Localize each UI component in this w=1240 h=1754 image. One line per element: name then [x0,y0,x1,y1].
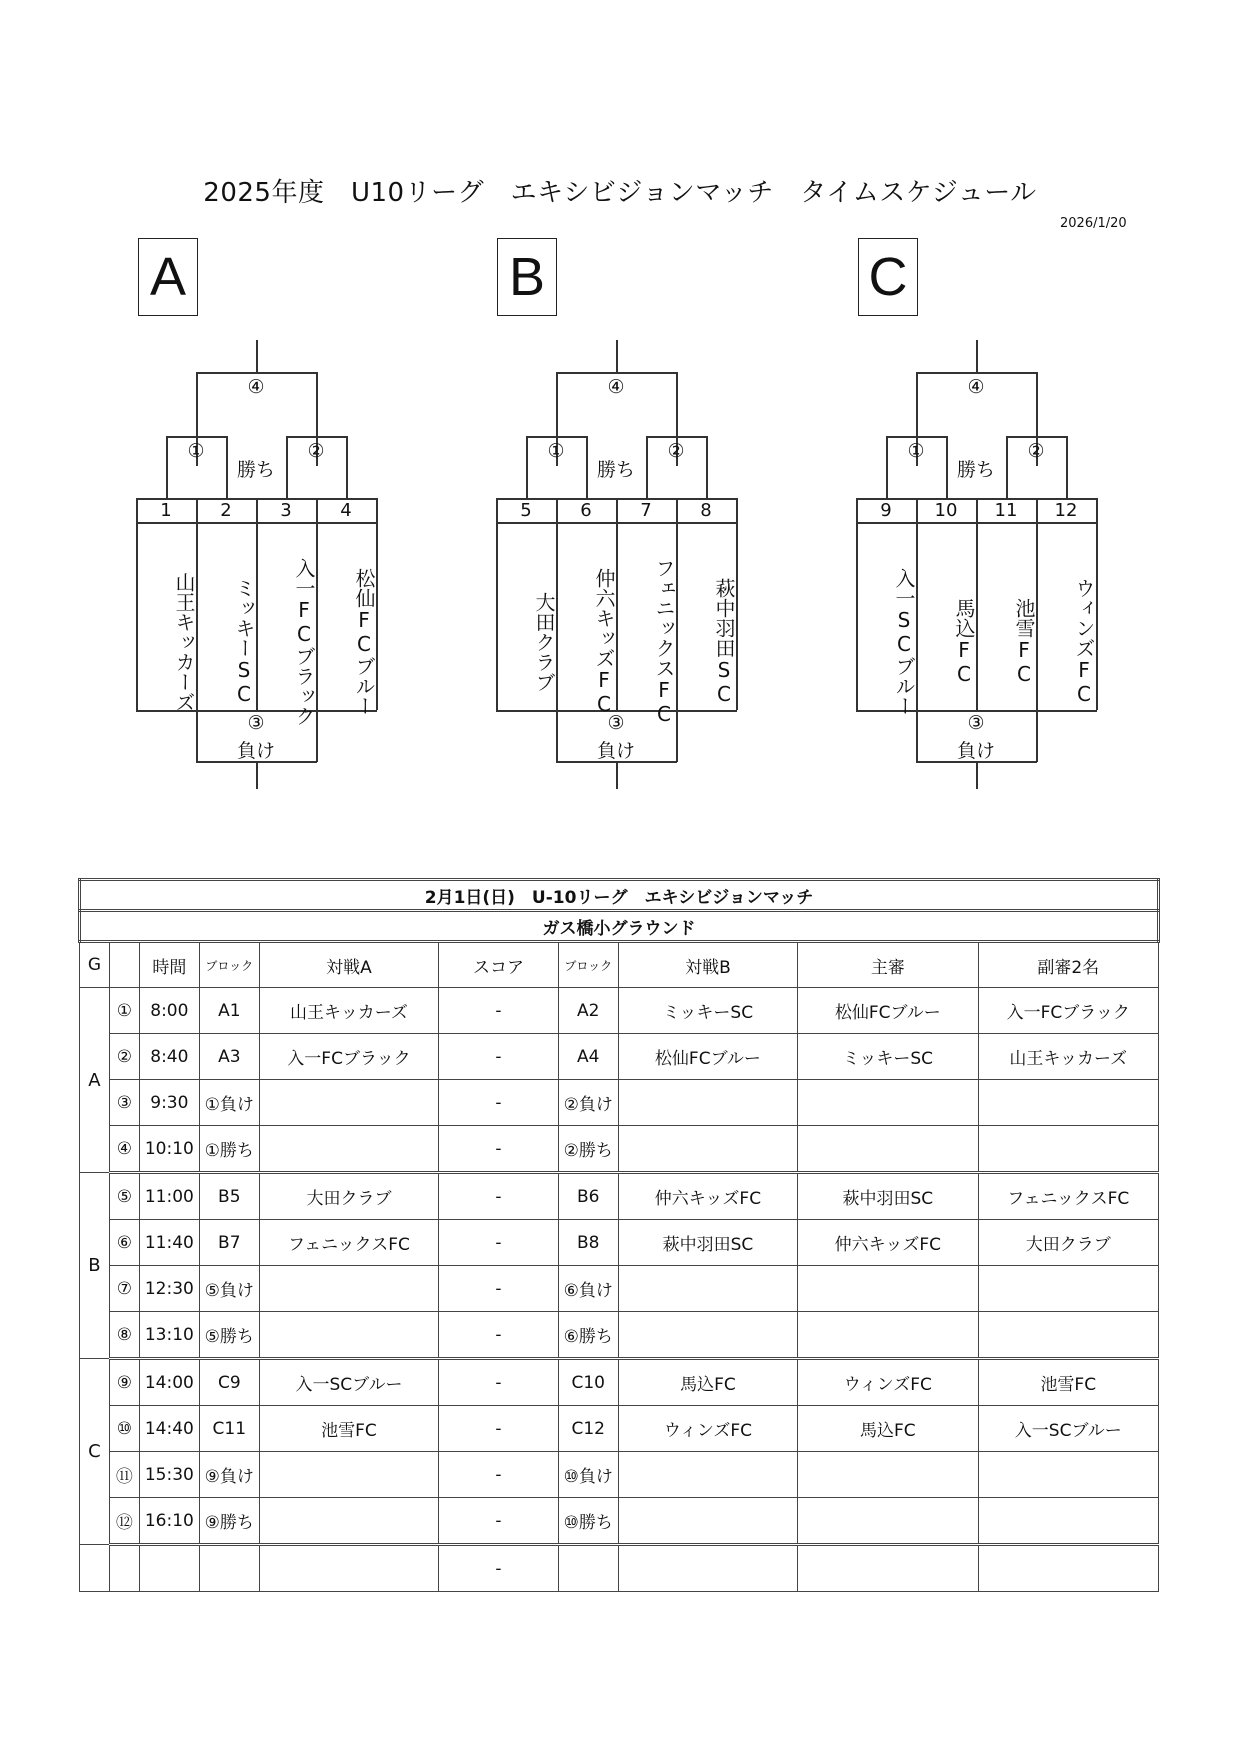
team-b: ウィンズFC [618,1406,797,1452]
block-a: C11 [199,1406,259,1452]
block-b: C12 [558,1406,618,1452]
block-b: ②勝ち [558,1126,618,1173]
empty-cell [798,1545,978,1592]
block-b: ⑩勝ち [558,1498,618,1545]
score: - [439,1266,559,1312]
block-b: B6 [558,1173,618,1220]
referee: ウィンズFC [798,1359,978,1406]
semi-left-match-number: ① [547,440,565,462]
team-b [618,1312,797,1359]
assistant-referees: 入一SCブルー [978,1406,1158,1452]
col-header-team-b: 対戦B [618,942,797,988]
block-a: C9 [199,1359,259,1406]
match-time: 16:10 [139,1498,199,1545]
assistant-referees [978,1126,1158,1173]
match-row [80,1080,1159,1126]
block-b: ⑩負け [558,1452,618,1498]
slot-number: 5 [520,500,532,521]
empty-cell [259,1545,438,1592]
team-a [259,1312,438,1359]
team-a: 入一FCブラック [259,1034,438,1080]
col-header-team-a: 対戦A [259,942,438,988]
semi-right-match-number: ② [307,440,325,462]
slot-number: 8 [700,500,712,521]
match-number: ⑨ [109,1359,139,1406]
bracket-line [556,372,677,374]
slot-number: 12 [1054,500,1078,521]
team-b: 仲六キッズFC [618,1173,797,1220]
team-a [259,1266,438,1312]
lose-label: 負け [236,740,275,762]
referee [798,1266,978,1312]
semi-right-match-number: ② [667,440,685,462]
col-header-assistants: 副審2名 [978,942,1158,988]
match-number: ① [109,988,139,1034]
empty-cell [109,1545,139,1592]
bracket-line [166,436,227,438]
slot-number: 10 [934,500,958,521]
match-number: ⑪ [109,1452,139,1498]
slot-team-name: 池雪FC [1012,598,1036,686]
bracket-line [286,436,347,438]
match-time: 11:40 [139,1220,199,1266]
schedule-heading: 2月1日(日) U-10リーグ エキシビジョンマッチ [80,880,1159,911]
score: - [439,1220,559,1266]
block-a: ⑨勝ち [199,1498,259,1545]
col-header-block-b: ブロック [558,942,618,988]
extra-row [80,1545,1159,1592]
match-row [80,1452,1159,1498]
bracket-line [706,436,708,498]
semi-right-match-number: ② [1027,440,1045,462]
final-match-number: ④ [247,376,265,398]
page-title: 2025年度 U10リーグ エキシビジョンマッチ タイムスケジュール [203,178,1037,208]
team-b [618,1498,797,1545]
third-match-number: ③ [247,712,265,734]
slot-team-name: 仲六キッズFC [592,568,616,716]
empty-cell [618,1545,797,1592]
slot-number: 6 [580,500,592,521]
referee [798,1126,978,1173]
match-number: ② [109,1034,139,1080]
bracket-line [346,436,348,498]
score: - [439,1359,559,1406]
semi-left-match-number: ① [907,440,925,462]
assistant-referees [978,1452,1158,1498]
assistant-referees: 入一FCブラック [978,988,1158,1034]
team-b: 松仙FCブルー [618,1034,797,1080]
lose-label: 負け [596,740,635,762]
team-a [259,1080,438,1126]
referee: ミッキーSC [798,1034,978,1080]
match-number: ⑩ [109,1406,139,1452]
column-header-row [80,942,1159,988]
block-a: ⑤勝ち [199,1312,259,1359]
score: - [439,1406,559,1452]
team-b [618,1452,797,1498]
slot-team-name: 萩中羽田SC [712,578,736,706]
match-row [80,1126,1159,1173]
bracket [496,340,736,790]
block-b: ⑥勝ち [558,1312,618,1359]
referee: 馬込FC [798,1406,978,1452]
group-cell: C [80,1359,110,1545]
block-b: A4 [558,1034,618,1080]
col-header-score: スコア [439,942,559,988]
bracket-line [886,436,947,438]
slot-number: 1 [160,500,172,521]
slot-team-name: ウィンズFC [1072,578,1096,706]
match-time: 14:40 [139,1406,199,1452]
match-time: 12:30 [139,1266,199,1312]
match-number: ③ [109,1080,139,1126]
team-b [618,1126,797,1173]
match-time: 9:30 [139,1080,199,1126]
slot-team-name: ミッキーSC [232,578,256,706]
slot-number: 2 [220,500,232,521]
match-row [80,1266,1159,1312]
score: - [439,1545,559,1592]
block-a: ⑨負け [199,1452,259,1498]
team-b [618,1266,797,1312]
score: - [439,1173,559,1220]
score: - [439,1452,559,1498]
slot-team-name: 入一FCブラック [292,558,316,726]
block-a: A1 [199,988,259,1034]
team-a [259,1498,438,1545]
referee [798,1498,978,1545]
team-b [618,1080,797,1126]
win-label: 勝ち [956,459,995,481]
team-a: 大田クラブ [259,1173,438,1220]
slot-number: 4 [340,500,352,521]
score: - [439,1034,559,1080]
slot-team-name: 山王キッカーズ [172,572,196,712]
block-b: A2 [558,988,618,1034]
referee [798,1312,978,1359]
assistant-referees [978,1498,1158,1545]
assistant-referees [978,1312,1158,1359]
schedule-venue: ガス橋小グラウンド [80,911,1159,942]
assistant-referees: フェニックスFC [978,1173,1158,1220]
block-a: ①勝ち [199,1126,259,1173]
bracket-line [616,761,618,789]
third-match-number: ③ [607,712,625,734]
referee: 松仙FCブルー [798,988,978,1034]
schedule-table [78,878,1160,1592]
block-label: B [497,238,557,316]
empty-cell [558,1545,618,1592]
bracket-line [256,340,258,372]
third-match-number: ③ [967,712,985,734]
block-a: B5 [199,1173,259,1220]
match-row [80,988,1159,1034]
bracket-line [916,372,1037,374]
team-a: 入一SCブルー [259,1359,438,1406]
match-row [80,1312,1159,1359]
score: - [439,988,559,1034]
team-a [259,1126,438,1173]
block-a: ①負け [199,1080,259,1126]
slot-team-name: 入一SCブルー [892,568,916,716]
slot-team-name: 大田クラブ [532,592,556,692]
block-b: ②負け [558,1080,618,1126]
bracket-line [1006,436,1067,438]
score: - [439,1126,559,1173]
match-row [80,1034,1159,1080]
score: - [439,1498,559,1545]
block-a: B7 [199,1220,259,1266]
referee [798,1080,978,1126]
referee [798,1452,978,1498]
match-number: ⑥ [109,1220,139,1266]
match-number: ④ [109,1126,139,1173]
bracket-line [196,372,317,374]
bracket-line [1066,436,1068,498]
match-number: ⑫ [109,1498,139,1545]
col-header-no [109,942,139,988]
slot-team-name: 松仙FCブルー [352,568,376,716]
score: - [439,1080,559,1126]
group-cell: A [80,988,110,1173]
match-time: 11:00 [139,1173,199,1220]
group-cell: B [80,1173,110,1359]
bracket-line [376,498,378,710]
block-b: ⑥負け [558,1266,618,1312]
bracket-line [646,436,707,438]
assistant-referees: 山王キッカーズ [978,1034,1158,1080]
col-header-referee: 主審 [798,942,978,988]
slot-number: 3 [280,500,292,521]
match-time: 8:00 [139,988,199,1034]
lose-label: 負け [956,740,995,762]
block-label: A [138,238,198,316]
block-label: C [858,238,918,316]
win-label: 勝ち [236,459,275,481]
bracket-line [736,498,738,710]
empty-cell [199,1545,259,1592]
match-time: 8:40 [139,1034,199,1080]
assistant-referees [978,1266,1158,1312]
slot-team-name: 馬込FC [952,598,976,686]
bracket-line [976,340,978,372]
match-time: 14:00 [139,1359,199,1406]
slot-number: 7 [640,500,652,521]
col-header-block-a: ブロック [199,942,259,988]
block-b: B8 [558,1220,618,1266]
final-match-number: ④ [967,376,985,398]
empty-cell [80,1545,110,1592]
bracket-line [526,436,587,438]
team-a: 山王キッカーズ [259,988,438,1034]
match-time: 15:30 [139,1452,199,1498]
referee: 萩中羽田SC [798,1173,978,1220]
semi-left-match-number: ① [187,440,205,462]
assistant-referees: 大田クラブ [978,1220,1158,1266]
team-a: フェニックスFC [259,1220,438,1266]
match-time: 10:10 [139,1126,199,1173]
assistant-referees [978,1080,1158,1126]
team-b: ミッキーSC [618,988,797,1034]
team-a: 池雪FC [259,1406,438,1452]
match-number: ⑦ [109,1266,139,1312]
match-row [80,1406,1159,1452]
slot-team-name: フェニックスFC [652,558,676,726]
team-a [259,1452,438,1498]
match-row [80,1173,1159,1220]
block-a: A3 [199,1034,259,1080]
score: - [439,1312,559,1359]
match-number: ⑧ [109,1312,139,1359]
match-row [80,1220,1159,1266]
block-a: ⑤負け [199,1266,259,1312]
match-row [80,1359,1159,1406]
empty-cell [978,1545,1158,1592]
bracket [136,340,376,790]
bracket-line [256,761,258,789]
bracket-line [976,761,978,789]
slot-number: 11 [994,500,1018,521]
match-number: ⑤ [109,1173,139,1220]
match-time: 13:10 [139,1312,199,1359]
document-date: 2026/1/20 [1060,216,1127,231]
col-header-g: G [80,942,110,988]
match-row [80,1498,1159,1545]
team-b: 馬込FC [618,1359,797,1406]
bracket-line [1096,498,1098,710]
referee: 仲六キッズFC [798,1220,978,1266]
win-label: 勝ち [596,459,635,481]
col-header-time: 時間 [139,942,199,988]
final-match-number: ④ [607,376,625,398]
slot-number: 9 [880,500,892,521]
empty-cell [139,1545,199,1592]
team-b: 萩中羽田SC [618,1220,797,1266]
bracket-line [616,340,618,372]
block-b: C10 [558,1359,618,1406]
assistant-referees: 池雪FC [978,1359,1158,1406]
bracket [856,340,1096,790]
